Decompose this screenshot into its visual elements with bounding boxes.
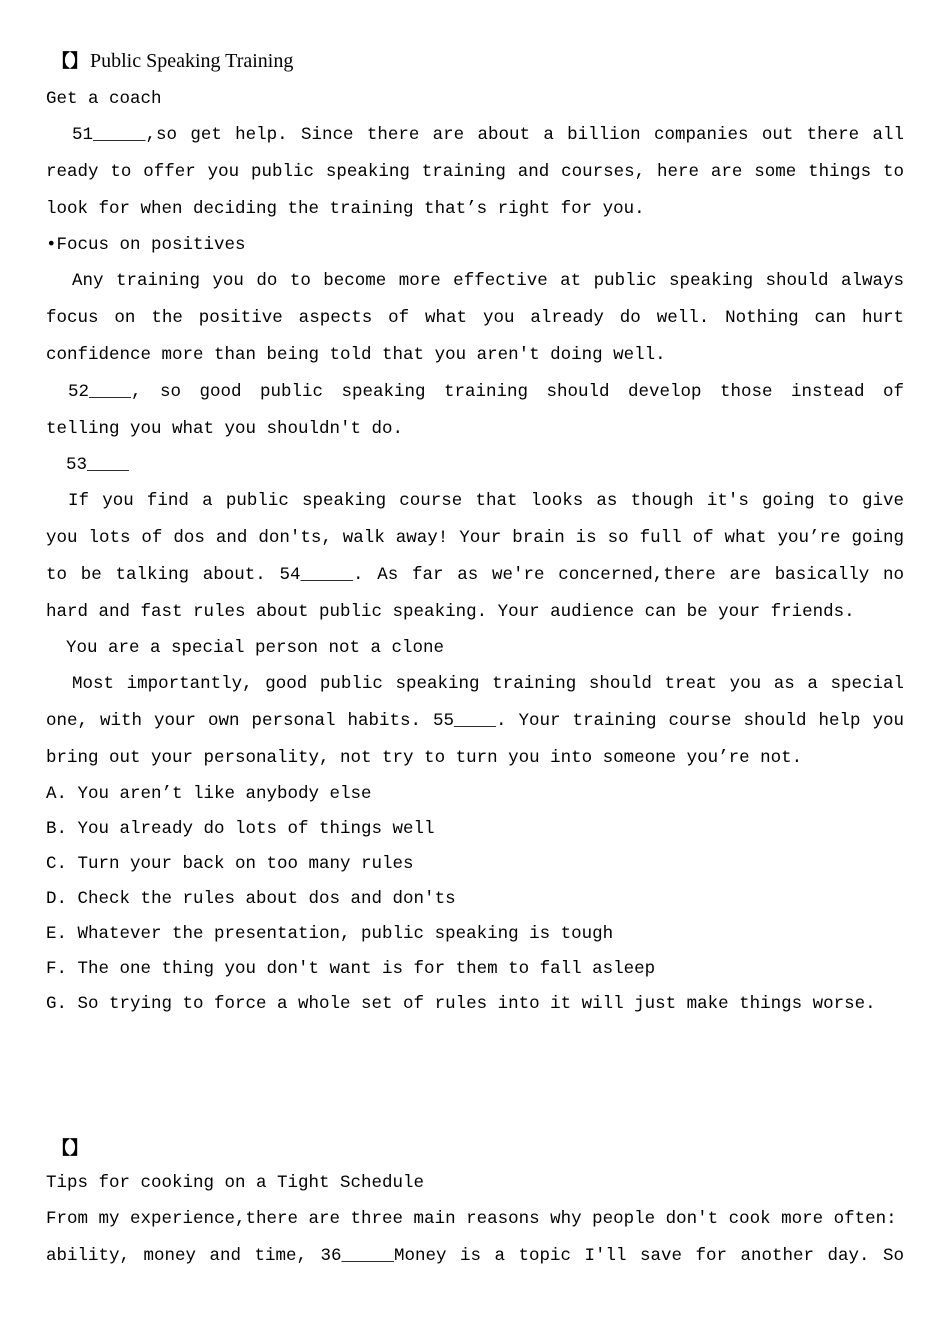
- option-b: B. You already do lots of things well: [46, 819, 435, 839]
- passage2-title: [46, 1130, 904, 1166]
- title-text: Public Speaking Training: [90, 50, 294, 72]
- paragraph-positives: Any training you do to become more effective at public speaking should always focus on the positive aspects of what you already do well. Nothing can hurt confidence more than being told that you aren't doing well.: [46, 271, 904, 365]
- option-f: F. The one thing you don't want is for them to fall asleep: [46, 959, 656, 979]
- options-list: [46, 777, 904, 1022]
- option-a: A. You aren’t like anybody else: [46, 784, 372, 804]
- option-g: G. So trying to force a whole set of rules into it will just make things worse.: [46, 994, 876, 1014]
- paragraph-52: 52____, so good public speaking training should develop those instead of telling you what you shouldn't do.: [46, 382, 904, 439]
- heading-53: 53____: [66, 455, 130, 475]
- paragraph-36-line1: From my experience,there are three main reasons why people don't cook more often:: [46, 1209, 897, 1229]
- document-page: [46, 46, 904, 1275]
- paragraph-55: Most importantly, good public speaking training should treat you as a special one, with your own personal habits. 55____. Your training course should help you bring out your personality, not try to turn you into someone you’re not.: [46, 674, 904, 768]
- paragraph-54: If you find a public speaking course that looks as though it's going to give you lots of dos and don'ts, walk away! Your brain is so full of what you’re going to be talking about. 54_____. As far as we're concerned,there are basically no hard and fast rules about public speaking. Your audience can be your friends.: [46, 491, 904, 622]
- title-bracket: 【】: [52, 1138, 88, 1159]
- heading-special-person: You are a special person not a clone: [66, 638, 445, 658]
- paragraph-51: 51_____,so get help. Since there are about a billion companies out there all ready to offer you public speaking training and courses, here are some things to look for when deciding the training that’s right for you.: [46, 125, 904, 219]
- heading-tight-schedule: Tips for cooking on a Tight Schedule: [46, 1173, 425, 1193]
- option-e: E. Whatever the presentation, public speaking is tough: [46, 924, 614, 944]
- heading-get-a-coach: Get a coach: [46, 89, 162, 109]
- heading-focus-on-positives: •Focus on positives: [46, 235, 246, 255]
- paragraph-36-line2: ability, money and time, 36_____Money is a topic I'll save for another day. So: [46, 1246, 904, 1266]
- passage1-title: [46, 46, 904, 82]
- section-gap: [46, 1022, 904, 1130]
- option-c: C. Turn your back on too many rules: [46, 854, 414, 874]
- option-d: D. Check the rules about dos and don'ts: [46, 889, 456, 909]
- title-bracket: 【】: [52, 51, 88, 72]
